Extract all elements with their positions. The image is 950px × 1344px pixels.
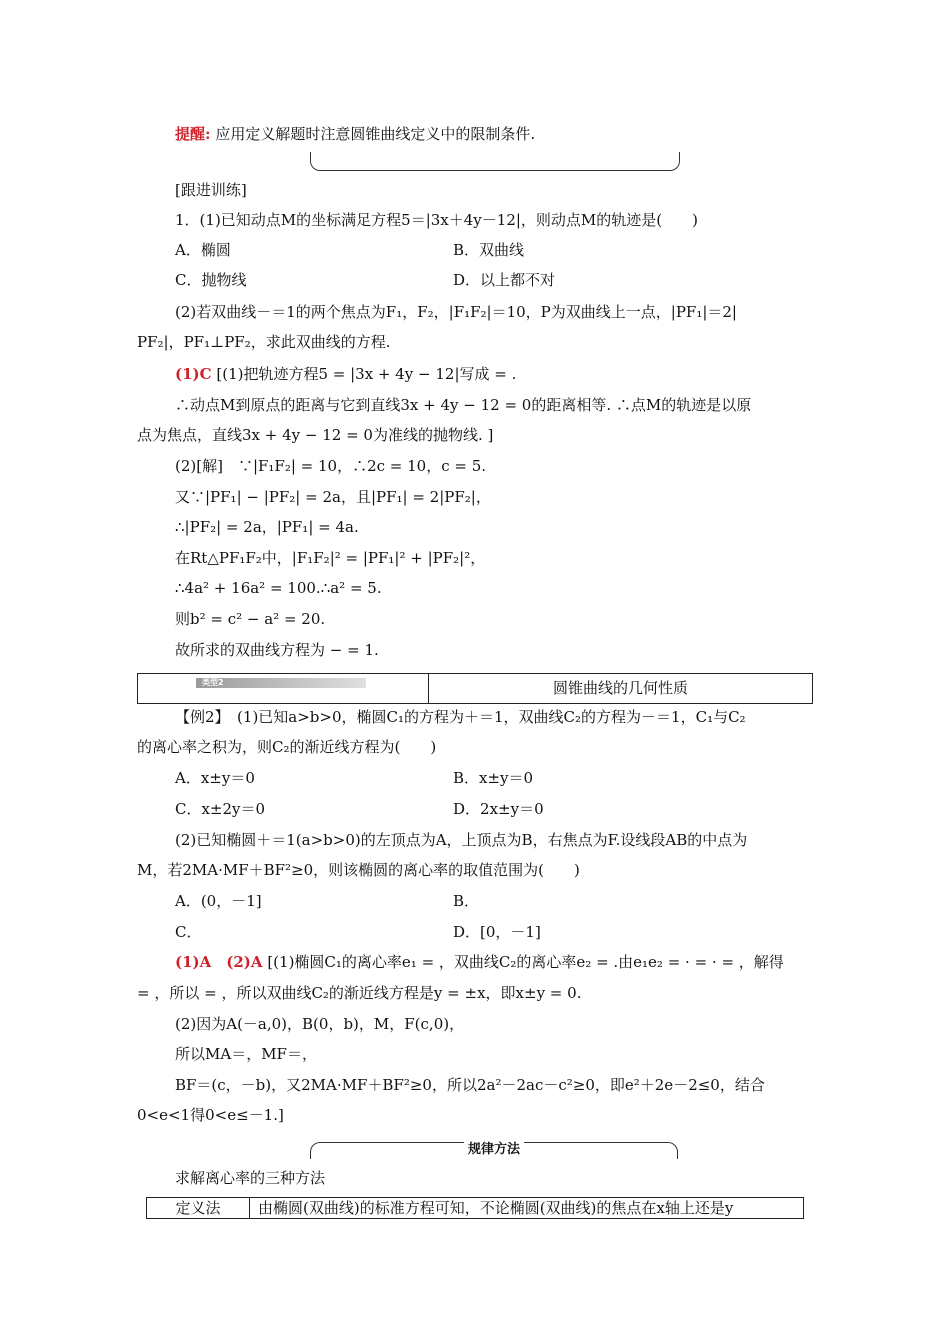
reminder xyxy=(175,124,535,144)
example-answer-label: (1)A (2)A xyxy=(175,953,263,971)
solution-line: 则b² = c² − a² = 20. xyxy=(175,610,326,628)
q2-line-1: (2)若双曲线－＝1的两个焦点为F₁，F₂，|F₁F₂|＝10，P为双曲线上一点，|PF₁|＝2| xyxy=(175,303,737,321)
q1-stem: 1．(1)已知动点M的坐标满足方程5＝|3x＋4y－12|，则动点M的轨迹是( ) xyxy=(175,211,698,229)
q1-option-a: A．椭圆 xyxy=(175,241,231,259)
method-table xyxy=(146,1197,804,1219)
example-line-1: 【例2】 (1)已知a>b>0，椭圆C₁的方程为＋＝1，双曲线C₂的方程为－＝1，C₁与C₂ xyxy=(175,708,746,726)
example2-option-d: D．[0，－1] xyxy=(453,923,541,941)
answer-line-1 xyxy=(175,364,516,384)
example-answer-line-5: BF＝(c，－b)，又2MA·MF＋BF²≥0，所以2a²－2ac－c²≥0，即e²＋2e－2≤0，结合 xyxy=(175,1076,765,1094)
method-row-text: 由椭圆(双曲线)的标准方程可知，不论椭圆(双曲线)的焦点在x轴上还是y xyxy=(258,1199,734,1217)
type-tag: 类型2 xyxy=(196,678,366,688)
example2-option-c: C． xyxy=(175,923,202,941)
example-answer-line-1 xyxy=(175,952,784,972)
answer-line-3: 点为焦点，直线3x + 4y − 12 = 0为准线的抛物线. ] xyxy=(137,426,494,444)
reminder-label: 提醒: xyxy=(175,125,211,143)
example-answer-line-4: 所以MA＝，MF＝， xyxy=(175,1045,317,1063)
example-answer-line-6: 0<e<1得0<e≤－1.] xyxy=(137,1106,284,1124)
method-intro: 求解离心率的三种方法 xyxy=(175,1169,326,1187)
solution-line: 故所求的双曲线方程为 − = 1. xyxy=(175,641,379,659)
example-answer-line-3: (2)因为A(－a,0)，B(0，b)，M，F(c,0)， xyxy=(175,1015,465,1033)
example2-option-b: B． xyxy=(453,892,480,910)
reminder-text: 应用定义解题时注意圆锥曲线定义中的限制条件. xyxy=(215,125,536,143)
method-banner-text: 规律方法 xyxy=(464,1142,524,1157)
example2-option-a: A．(0，－1] xyxy=(175,892,262,910)
method-banner-label xyxy=(310,1138,678,1157)
reminder-bracket xyxy=(310,152,680,171)
answer-line-2: ∴动点M到原点的距离与它到直线3x + 4y − 12 = 0的距离相等. ∴点M的轨迹是以原 xyxy=(175,396,752,414)
answer-label: (1)C xyxy=(175,365,212,383)
solution-line: 在Rt△PF₁F₂中，|F₁F₂|² = |PF₁|² + |PF₂|²， xyxy=(175,549,486,567)
solution-line: ∴|PF₂| = 2a，|PF₁| = 4a. xyxy=(175,518,359,536)
example-line-3: (2)已知椭圆＋＝1(a>b>0)的左顶点为A，上顶点为B，右焦点为F.设线段AB的中点为 xyxy=(175,831,748,849)
example-line-2: 的离心率之积为，则C₂的渐近线方程为( ) xyxy=(137,738,437,756)
type-title: 圆锥曲线的几何性质 xyxy=(552,679,688,697)
q1-option-c: C．抛物线 xyxy=(175,271,247,289)
q1-option-d: D．以上都不对 xyxy=(453,271,556,289)
solution-line: 又∵|PF₁| − |PF₂| = 2a，且|PF₁| = 2|PF₂|， xyxy=(175,488,491,506)
q1-option-b: B．双曲线 xyxy=(453,241,525,259)
example-option-d: D．2x±y＝0 xyxy=(453,800,544,818)
solution-line: ∴4a² + 16a² = 100.∴a² = 5. xyxy=(175,579,382,597)
example-option-a: A．x±y＝0 xyxy=(175,769,255,787)
solution-line: (2)[解] ∵|F₁F₂| = 10，∴2c = 10，c = 5. xyxy=(175,457,487,475)
type-header xyxy=(137,673,813,704)
method-banner xyxy=(310,1138,678,1158)
example-option-c: C．x±2y＝0 xyxy=(175,800,266,818)
answer-text: [(1)把轨迹方程5 = |3x + 4y − 12|写成 = . xyxy=(216,365,517,383)
practice-heading: [跟进训练] xyxy=(175,181,247,199)
type-tag-cell xyxy=(138,674,429,703)
method-row-label: 定义法 xyxy=(147,1198,250,1218)
example-answer-text: [(1)椭圆C₁的离心率e₁ = ，双曲线C₂的离心率e₂ = .由e₁e₂ = · = · = ，解得 xyxy=(267,953,784,971)
q2-line-2: PF₂|，PF₁⊥PF₂，求此双曲线的方程. xyxy=(137,333,391,351)
example-option-b: B．x±y＝0 xyxy=(453,769,534,787)
example-line-4: M，若2MA·MF＋BF²≥0，则该椭圆的离心率的取值范围为( ) xyxy=(137,861,580,879)
example-answer-line-2: = ，所以 = ，所以双曲线C₂的渐近线方程是y = ±x，即x±y = 0. xyxy=(137,984,582,1002)
